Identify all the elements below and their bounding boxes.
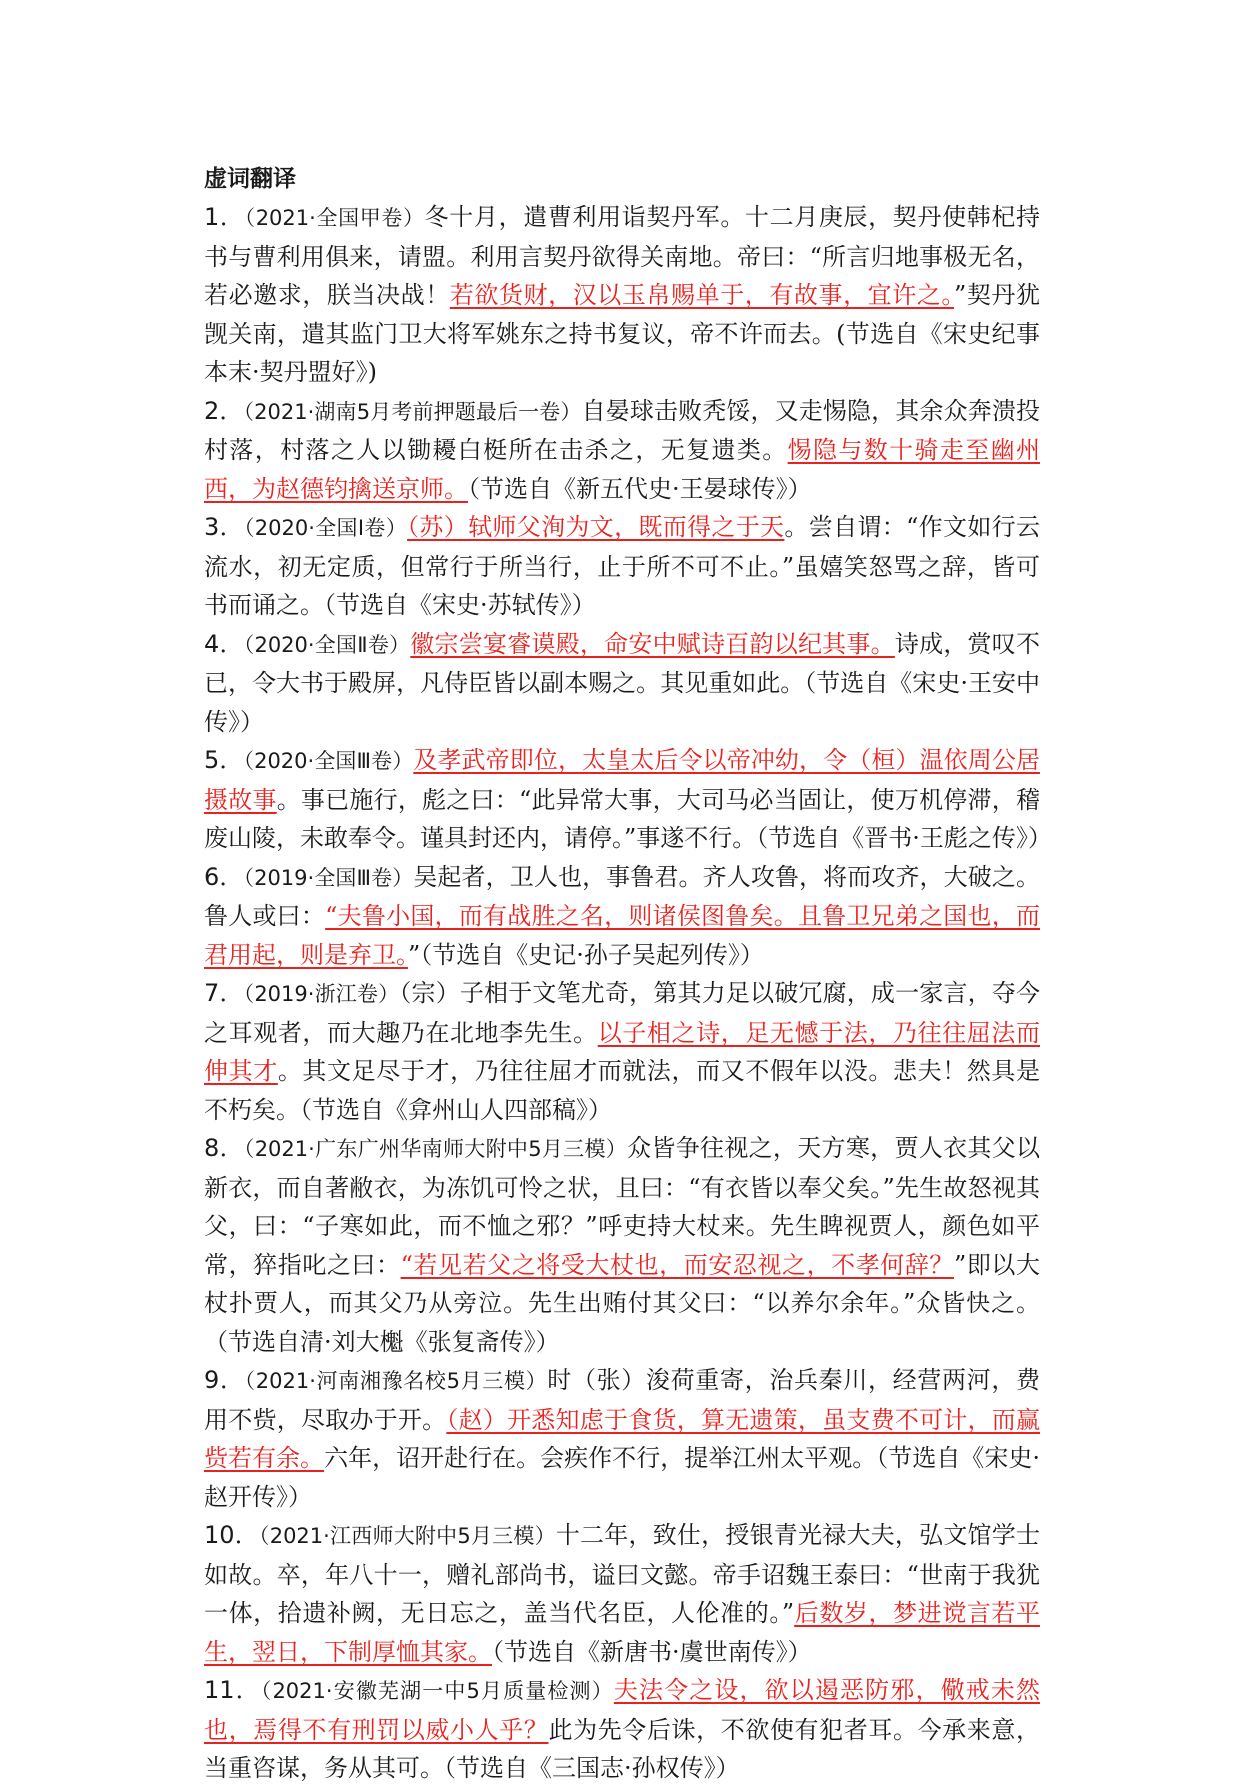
question-number: 11． (204, 1676, 261, 1704)
question-source: （2021·江西师大附中5月三模） (258, 1524, 556, 1548)
question-text-after: 此为先令后诛，不欲使有犯者耳。今承来意，当重咨谋，务从其可。（节选自《三国志·孙权传》） (204, 1715, 1040, 1782)
question-1 (204, 198, 1040, 392)
question-highlight: （赵）开悉知虑于食货，算无遗策，虽支费不可计，而赢赀若有余。 (204, 1405, 1041, 1472)
question-6 (204, 858, 1040, 975)
question-source: （2020·全国Ⅲ卷） (243, 749, 414, 773)
question-source: （2020·全国Ⅱ卷） (243, 632, 411, 657)
question-highlight: 徽宗尝宴睿谟殿，命安中赋诗百韵以纪其事。 (410, 629, 895, 658)
question-highlight: 后数岁，梦进谠言若平生，翌日，下制厚恤其家。 (204, 1599, 1040, 1666)
question-highlight: “夫鲁小国，而有战胜之名，则诸侯图鲁矣。且鲁卫兄弟之国也，而君用起，则是弃卫。 (204, 902, 1040, 969)
question-text-after: 。尝自谓：“作文如行云流水，初无定质，但常行于所当行，止于所不可不止。”虽嬉笑怒骂之辞，皆可书而诵之。（节选自《宋史·苏轼传》） (204, 513, 1040, 619)
question-4 (204, 625, 1040, 742)
question-text: 自晏球击败秃馁，又走惕隐，其余众奔溃投村落，村落之人以锄耰白梃所在击杀之，无复遗类。 (204, 396, 1040, 464)
question-text-after: （节选自《新五代史·王晏球传》） (468, 474, 812, 503)
question-source: （2019·浙江卷） (243, 982, 400, 1006)
question-8 (204, 1129, 1040, 1361)
question-number: 10． (204, 1521, 259, 1549)
question-highlight: 及孝武帝即位，太皇太后令以帝冲幼，令（桓）温依周公居摄故事 (204, 746, 1040, 814)
question-highlight: 惕隐与数十骑走至幽州西，为赵德钧擒送京师。 (204, 436, 1040, 503)
question-2 (204, 392, 1040, 509)
question-source: （2021·河南湘豫名校5月三模） (244, 1369, 548, 1393)
question-text-after: ”即以大杖扑贾人，而其父乃从旁泣。先生出贿付其父曰：“以养尔余年。”众皆快之。（节选自清·刘大櫆《张复斋传》） (204, 1250, 1040, 1356)
question-source: （2021·安徽芜湖一中5月质量检测） (260, 1679, 614, 1703)
question-text: （宗）子相于文笔尤奇，第其力足以破冗腐，成一家言，夺今之耳观者，而大趣乃在北地李先生。 (204, 979, 1041, 1047)
question-text: 时（张）浚荷重寄，治兵秦川，经营两河，费用不赀，尽取办于开。 (204, 1366, 1040, 1434)
question-number: 7． (204, 979, 244, 1007)
question-number: 4． (204, 629, 244, 658)
question-source: （2020·全国Ⅰ卷） (243, 516, 408, 540)
question-10 (204, 1516, 1040, 1671)
question-highlight: 夫法令之设，欲以遏恶防邪，儆戒未然也，焉得不有刑罚以威小人乎？ (204, 1676, 1040, 1744)
question-text-after: 。事已施行，彪之曰：“此异常大事，大司马必当固让，使万机停滞，稽废山陵，未敢奉令。谨具封还内，请停。”事遂不行。（节选自《晋书·王彪之传》） (204, 785, 1052, 852)
question-source: （2019·全国Ⅲ卷） (243, 865, 414, 890)
question-text-after: 六年，诏开赴行在。会疾作不行，提举江州太平观。（节选自《宋史·赵开传》） (204, 1444, 1040, 1511)
question-text-after: ”契丹犹觊关南，遣其监门卫大将军姚东之持书复议，帝不许而去。(节选自《宋史纪事本末·契丹盟好》) (204, 281, 1041, 386)
question-highlight: （苏）轼师父洵为文，既而得之于天 (407, 513, 785, 541)
question-7 (204, 974, 1040, 1129)
question-source: （2021·广东广州华南师大附中5月三模） (243, 1137, 628, 1161)
question-source: （2021·湖南5月考前押题最后一卷） (243, 399, 582, 424)
question-number: 3． (204, 513, 244, 541)
question-text: 十二年，致仕，授银青光禄大夫，弘文馆学士如故。卒，年八十一，赠礼部尚书，谥曰文懿。帝手诏魏王泰曰：“世南于我犹一体，拾遗补阙，无日忘之，盖当代名臣，人伦准的。” (204, 1521, 1041, 1627)
question-number: 1． (204, 203, 245, 231)
question-highlight: 若欲货财，汉以玉帛赐单于，有故事，宜许之。 (449, 281, 954, 309)
question-number: 8． (204, 1134, 244, 1162)
question-number: 6． (204, 862, 244, 891)
question-text: 吴起者，卫人也，事鲁君。齐人攻鲁，将而攻齐，大破之。鲁人或曰： (204, 862, 1040, 930)
question-source: （2021·全国甲卷） (244, 206, 425, 230)
question-text-after: （节选自《新唐书·虞世南传》） (492, 1637, 812, 1666)
question-11 (204, 1671, 1040, 1788)
question-text: 众皆争往视之，天方寒，贾人衣其父以新衣，而自著敝衣，为冻饥可怜之状，且曰：“有衣皆以奉父矣。”先生故怒视其父，曰：“子寒如此，而不恤之邪？”呼吏持大杖来。先生睥视贾人，颜色如平常，猝指叱之曰： (204, 1134, 1040, 1279)
question-number: 9． (204, 1366, 245, 1394)
question-text: 冬十月，遣曹利用诣契丹军。十二月庚辰，契丹使韩杞持书与曹利用俱来，请盟。利用言契丹欲得关南地。帝曰：“所言归地事极无名，若必邀求，朕当决战！ (204, 203, 1040, 309)
question-text-after: ”（节选自《史记·孙子吴起列传》） (408, 940, 764, 969)
question-3 (204, 508, 1040, 625)
document-title: 虚词翻译 (204, 166, 296, 192)
question-text-after: 诗成，赏叹不已，令大书于殿屏，凡侍臣皆以副本赐之。其见重如此。（节选自《宋史·王安中传》） (204, 629, 1040, 736)
question-number: 2． (204, 396, 244, 425)
question-highlight: 以子相之诗，足无憾于法，乃往往屈法而伸其才 (204, 1018, 1041, 1085)
document-page (204, 160, 1052, 1788)
question-list (204, 198, 1052, 1788)
question-text-after: 。其文足尽于才，乃往往屈才而就法，而又不假年以没。悲夫！然具是不朽矣。（节选自《弇州山人四部稿》） (204, 1057, 1041, 1124)
question-5 (204, 741, 1052, 858)
question-highlight: “若见若父之将受大杖也，而安忍视之，不孝何辞？ (400, 1250, 954, 1279)
question-9 (204, 1361, 1040, 1516)
question-number: 5． (204, 746, 244, 774)
